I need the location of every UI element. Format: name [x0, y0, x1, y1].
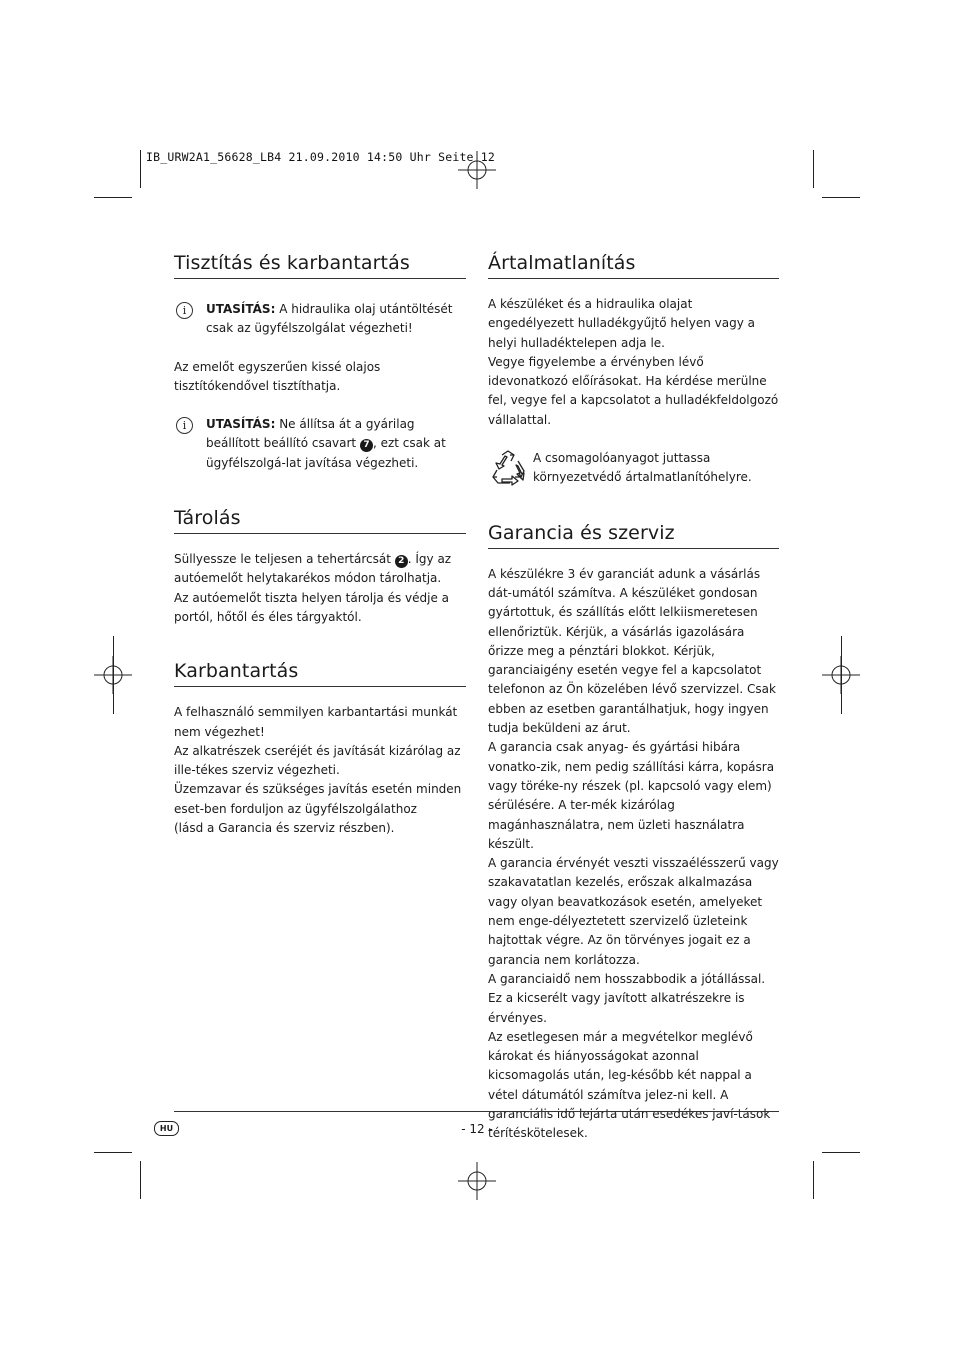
crop-mark [94, 197, 132, 198]
note-body: A hidraulika olaj utántöltését csak az ügyfélszolgálat végezheti! [206, 302, 453, 336]
note-label: UTASÍTÁS: [206, 302, 276, 316]
recycle-text: A csomagolóanyagot juttassa környezetvédő ártalmatlanítóhelyre. [533, 451, 752, 485]
warranty-text: Az esetlegesen már a megvételkor meglévő károkat és hiányosságokat azonnal kicsomagolás után, leg-később két nappal a vétel dátumától számítva jelez-ni kell. A garanciális idő lejárta után esedékes javí-tások térítéskötelesek. [488, 1029, 771, 1141]
note-text [206, 300, 466, 339]
note-oil-refill [174, 300, 466, 339]
storage-text: Az autóemelőt tiszta helyen tárolja és védje a portól, hőtől és éles tárgyaktól. [174, 590, 450, 624]
crop-mark [813, 150, 814, 188]
section-title-disposal: Ártalmatlanítás [488, 252, 779, 279]
maintenance-text: Az alkatrészek cseréjét és javítását kizárólag az ille-tékes szerviz végezheti. [174, 743, 461, 778]
disposal-text: Vegye figyelembe a érvényben lévő idevonatkozó előírásokat. Ha kérdése merülne fel, vegye fel a kapcsolatot a hulladékfeldolgozó vállalattal. [488, 354, 779, 427]
note-body: Ne állítsa át a gyárilag beállított beállító csavart [206, 417, 415, 451]
recycle-icon [488, 449, 528, 487]
warranty-body [488, 565, 779, 1144]
crop-mark [113, 636, 114, 714]
info-icon: i [176, 302, 193, 319]
footer-rule [174, 1111, 779, 1112]
maintenance-text: A felhasználó semmilyen karbantartási munkát nem végezhet! [174, 705, 458, 739]
crop-mark [140, 150, 141, 188]
info-icon: i [176, 417, 193, 434]
crop-mark [822, 197, 860, 198]
warranty-text: A garancia csak anyag- és gyártási hibára vonatko-zik, nem pedig szállítási kárra, kopásra vagy töréke-ny részek (pl. kapcsoló vagy elem) sérülésére. A ter-mék kizárólag magánhasználatra, nem üzleti használatra készült. [488, 740, 775, 851]
country-badge: HU [154, 1121, 179, 1136]
section-title-maintenance: Karbantartás [174, 660, 466, 687]
registration-mark-icon [458, 1162, 496, 1200]
note-body: , ezt csak at ügyfélszolgá-lat javítása végezheti. [206, 436, 446, 470]
print-slug: IB_URW2A1_56628_LB4 21.09.2010 14:50 Uhr Seite 12 [146, 150, 496, 164]
part-number-badge: 2 [395, 555, 408, 568]
crop-mark [841, 636, 842, 714]
text-span: Süllyessze le teljesen a tehertárcsát [174, 552, 391, 567]
page-number: - 12 - [461, 1122, 493, 1136]
crop-mark [140, 1161, 141, 1199]
storage-text [174, 550, 466, 589]
disposal-text: A készüléket és a hidraulika olajat engedélyezett hulladékgyűjtő helyen vagy a helyi hulladéktelepen adja le. [488, 297, 755, 350]
text-span: . Így az autóemelőt helytakarékos módon tárolhatja. [174, 552, 452, 586]
storage-body [174, 550, 466, 627]
maintenance-text: (lásd a Garancia és szerviz részben). [174, 821, 395, 836]
note-text [206, 415, 466, 473]
crop-mark [813, 1161, 814, 1199]
disposal-body [488, 295, 779, 430]
section-title-cleaning: Tisztítás és karbantartás [174, 252, 466, 279]
crop-mark [822, 1152, 860, 1153]
maintenance-body [174, 703, 466, 838]
section-title-warranty: Garancia és szerviz [488, 522, 779, 549]
section-title-storage: Tárolás [174, 507, 466, 534]
cleaning-body: Az emelőt egyszerűen kissé olajos tisztítókendővel tisztíthatja. [174, 359, 381, 393]
part-number-badge: 7 [360, 439, 373, 452]
registration-mark-icon [458, 151, 496, 189]
right-column [488, 252, 779, 1144]
left-column [174, 252, 466, 838]
warranty-text: A garancia érvényét veszti visszaélésszerű vagy szakavatatlan kezelés, erőszak alkalmazása vagy olyan beavatkozások esetén, amelyeket nem enge-délyeztetett szervizelő üzleteink hajtottak végre. Az ön törvényes jogait ez a garancia nem korlátozza. [488, 856, 779, 967]
note-screw [174, 415, 466, 473]
warranty-text: A garanciaidő nem hosszabbodik a jótállással. Ez a kicserélt vagy javított alkatrészekre is érvényes. [488, 971, 766, 1025]
crop-mark [94, 1152, 132, 1153]
maintenance-text: Üzemzavar és szükséges javítás esetén minden eset-ben forduljon az ügyfélszolgálathoz [174, 782, 462, 816]
recycle-note [488, 449, 779, 488]
note-label: UTASÍTÁS: [206, 417, 276, 432]
warranty-text: A készülékre 3 év garanciát adunk a vásárlás dát-umától számítva. A készüléket gondosan gyártottuk, és szállítás előtt lelkiismeretesen ellenőriztük. Kérjük, a vásárlás igazolására őrizze meg a pénztári blokkot. Kérjük, garanciaigény esetén vegye fel a kapcsolatot telefonon az Ön közelében lévő szervizzel. Csak ebben az esetben garantálhatjuk, hogy ingyen tudja beküldeni az árut. [488, 566, 776, 736]
